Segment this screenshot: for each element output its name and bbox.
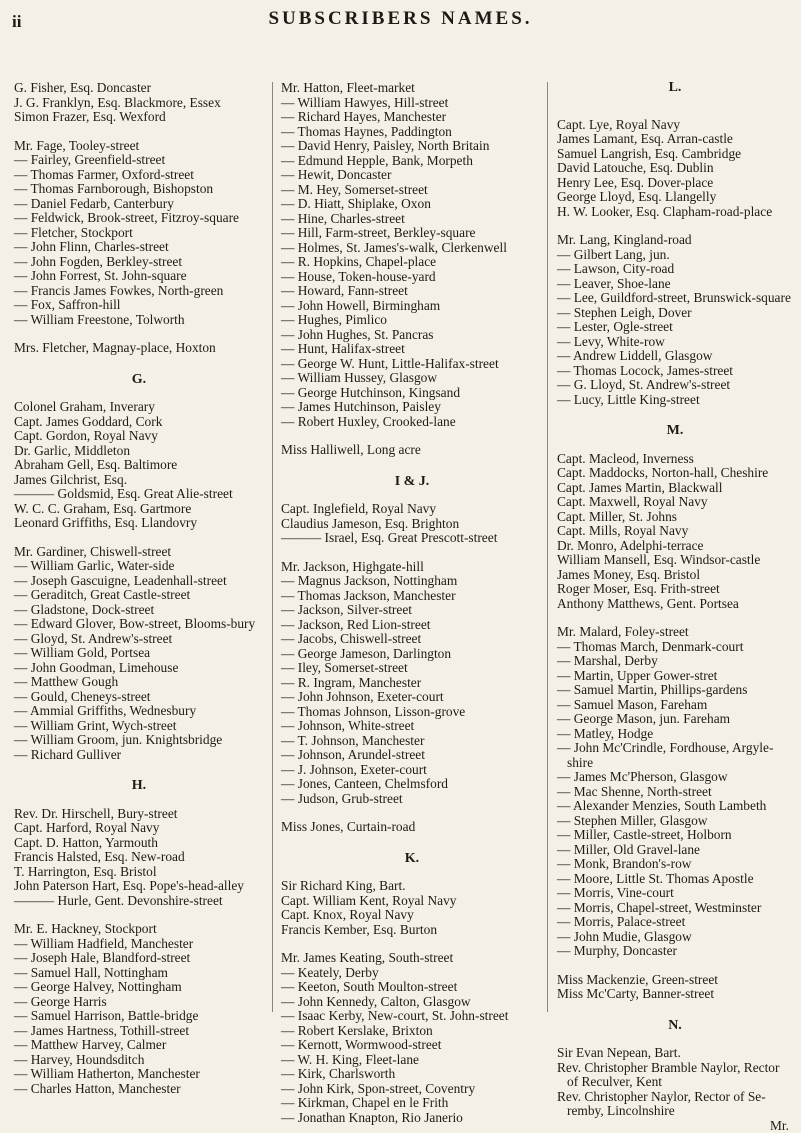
subscriber-entry: — William Groom, jun. Knightsbridge <box>14 733 264 748</box>
subscriber-entry: — George Hutchinson, Kingsand <box>281 386 543 401</box>
subscriber-entry: Capt. William Kent, Royal Navy <box>281 894 543 909</box>
subscriber-entry: — Hill, Farm-street, Berkley-square <box>281 226 543 241</box>
spacer <box>14 531 264 545</box>
subscriber-entry: — Judson, Grub-street <box>281 792 543 807</box>
subscriber-entry: Anthony Matthews, Gent. Portsea <box>557 597 793 612</box>
subscriber-entry: — William Hatherton, Manchester <box>14 1067 264 1082</box>
subscriber-entry: — Leaver, Shoe-lane <box>557 277 793 292</box>
subscriber-entry: — Howard, Fann-street <box>281 284 543 299</box>
subscriber-entry: Mr. James Keating, South-street <box>281 951 543 966</box>
spacer <box>281 546 543 560</box>
subscriber-entry: — Matthew Gough <box>14 675 264 690</box>
subscriber-entry: — Miller, Old Gravel-lane <box>557 843 793 858</box>
subscriber-entry: Mr. Fage, Tooley-street <box>14 139 264 154</box>
subscriber-entry: — Martin, Upper Gower-stret <box>557 669 793 684</box>
subscriber-entry: — Gilbert Lang, jun. <box>557 248 793 263</box>
subscriber-entry: Capt. D. Hatton, Yarmouth <box>14 836 264 851</box>
subscriber-entry: — Morris, Palace-street <box>557 915 793 930</box>
subscriber-entry: Miss Jones, Curtain-road <box>281 820 543 835</box>
subscriber-entry: — Geraditch, Great Castle-street <box>14 588 264 603</box>
spacer <box>281 806 543 820</box>
section-heading: M. <box>557 424 793 439</box>
subscriber-entry: Claudius Jameson, Esq. Brighton <box>281 517 543 532</box>
subscriber-entry: — Hunt, Halifax-street <box>281 342 543 357</box>
subscriber-entry: — Thomas Haynes, Paddington <box>281 125 543 140</box>
column-divider <box>547 82 548 1012</box>
subscriber-entry: George Lloyd, Esq. Llangelly <box>557 190 793 205</box>
subscriber-entry: — Monk, Brandon's-row <box>557 857 793 872</box>
subscriber-entry: — Fox, Saffron-hill <box>14 298 264 313</box>
subscriber-entry: — John Howell, Birmingham <box>281 299 543 314</box>
subscriber-entry: — Thomas Johnson, Lisson-grove <box>281 705 543 720</box>
subscriber-entry: — William Garlic, Water-side <box>14 559 264 574</box>
subscriber-entry: — Feldwick, Brook-street, Fitzroy-square <box>14 211 264 226</box>
subscriber-entry: — Kernott, Wormwood-street <box>281 1038 543 1053</box>
subscriber-entry: — Magnus Jackson, Nottingham <box>281 574 543 589</box>
section-heading: I & J. <box>281 475 543 490</box>
subscriber-entry: — House, Token-house-yard <box>281 270 543 285</box>
subscriber-entry: — Mac Shenne, North-street <box>557 785 793 800</box>
subscriber-entry: William Mansell, Esq. Windsor-castle <box>557 553 793 568</box>
subscriber-entry: Rev. Dr. Hirschell, Bury-street <box>14 807 264 822</box>
subscriber-entry: Capt. Inglefield, Royal Navy <box>281 502 543 517</box>
subscriber-entry: James Gilchrist, Esq. <box>14 473 264 488</box>
subscriber-entry: G. Fisher, Esq. Doncaster <box>14 81 264 96</box>
subscriber-entry: — Holmes, St. James's-walk, Clerkenwell <box>281 241 543 256</box>
subscriber-entry: — Matthew Harvey, Calmer <box>14 1038 264 1053</box>
subscriber-entry: — John Mudie, Glasgow <box>557 930 793 945</box>
spacer <box>281 937 543 951</box>
subscriber-entry: Abraham Gell, Esq. Baltimore <box>14 458 264 473</box>
spacer <box>281 429 543 443</box>
subscriber-entry: W. C. C. Graham, Esq. Gartmore <box>14 502 264 517</box>
subscriber-entry: — Jackson, Silver-street <box>281 603 543 618</box>
subscriber-entry: — Kirk, Charlsworth <box>281 1067 543 1082</box>
section-heading: K. <box>281 852 543 867</box>
subscriber-entry: — John Kirk, Spon-street, Coventry <box>281 1082 543 1097</box>
subscriber-entry: Mr. E. Hackney, Stockport <box>14 922 264 937</box>
subscriber-entry: Leonard Griffiths, Esq. Llandovry <box>14 516 264 531</box>
subscriber-entry: Sir Evan Nepean, Bart. <box>557 1046 793 1061</box>
subscriber-entry: Sir Richard King, Bart. <box>281 879 543 894</box>
section-heading: H. <box>14 779 264 794</box>
subscriber-entry: — Keeton, South Moulton-street <box>281 980 543 995</box>
subscriber-entry: Mr. Gardiner, Chiswell-street <box>14 545 264 560</box>
subscriber-entry: — J. Johnson, Exeter-court <box>281 763 543 778</box>
section-heading: N. <box>557 1019 793 1034</box>
subscriber-entry: — Lee, Guildford-street, Brunswick-square <box>557 291 793 306</box>
subscriber-entry: Mr. Hatton, Fleet-market <box>281 81 543 96</box>
subscriber-entry: — Matley, Hodge <box>557 727 793 742</box>
subscriber-entry: Mr. Lang, Kingland-road <box>557 233 793 248</box>
subscriber-entry: Roger Moser, Esq. Frith-street <box>557 582 793 597</box>
subscriber-entry: — Morris, Chapel-street, Westminster <box>557 901 793 916</box>
subscriber-entry: Miss Mc'Carty, Banner-street <box>557 987 793 1002</box>
spacer <box>557 611 793 625</box>
subscriber-entry: Miss Mackenzie, Green-street <box>557 973 793 988</box>
subscriber-entry: — Richard Hayes, Manchester <box>281 110 543 125</box>
subscriber-entry: — Gould, Cheneys-street <box>14 690 264 705</box>
subscriber-entry: — John Forrest, St. John-square <box>14 269 264 284</box>
subscriber-entry: — Samuel Hall, Nottingham <box>14 966 264 981</box>
subscriber-entry: — John Flinn, Charles-street <box>14 240 264 255</box>
subscriber-entry: Capt. James Martin, Blackwall <box>557 481 793 496</box>
subscriber-entry: Francis Halsted, Esq. New-road <box>14 850 264 865</box>
subscriber-entry: — Andrew Liddell, Glasgow <box>557 349 793 364</box>
subscriber-entry: James Lamant, Esq. Arran-castle <box>557 132 793 147</box>
subscriber-entry: — Edward Glover, Bow-street, Blooms-bury <box>14 617 264 632</box>
column-2 <box>281 81 543 1125</box>
subscriber-entry: Colonel Graham, Inverary <box>14 400 264 415</box>
subscriber-entry: — John Kennedy, Calton, Glasgow <box>281 995 543 1010</box>
subscriber-entry: Samuel Langrish, Esq. Cambridge <box>557 147 793 162</box>
subscriber-entry: — Johnson, White-street <box>281 719 543 734</box>
subscriber-entry: — M. Hey, Somerset-street <box>281 183 543 198</box>
subscriber-entry: — Johnson, Arundel-street <box>281 748 543 763</box>
subscriber-entry: — Morris, Vine-court <box>557 886 793 901</box>
subscriber-entry: — John Johnson, Exeter-court <box>281 690 543 705</box>
subscriber-entry: — George Harris <box>14 995 264 1010</box>
subscriber-entry: — Alexander Menzies, South Lambeth <box>557 799 793 814</box>
subscriber-entry: Capt. Lye, Royal Navy <box>557 118 793 133</box>
subscriber-entry: — D. Hiatt, Shiplake, Oxon <box>281 197 543 212</box>
subscriber-entry: — Thomas Farnborough, Bishopston <box>14 182 264 197</box>
spacer <box>14 125 264 139</box>
subscriber-entry: — William Hadfield, Manchester <box>14 937 264 952</box>
subscriber-entry: Capt. James Goddard, Cork <box>14 415 264 430</box>
subscriber-entry: — Samuel Martin, Phillips-gardens <box>557 683 793 698</box>
subscriber-entry: — R. Ingram, Manchester <box>281 676 543 691</box>
subscriber-entry: — Thomas Jackson, Manchester <box>281 589 543 604</box>
spacer <box>557 219 793 233</box>
spacer <box>557 959 793 973</box>
subscriber-entry: — Hine, Charles-street <box>281 212 543 227</box>
subscriber-entry: Mr. Jackson, Highgate-hill <box>281 560 543 575</box>
subscriber-entry: David Latouche, Esq. Dublin <box>557 161 793 176</box>
column-1 <box>14 81 264 1096</box>
subscriber-entry: — Jonathan Knapton, Rio Janerio <box>281 1111 543 1126</box>
subscriber-entry: — George Mason, jun. Fareham <box>557 712 793 727</box>
subscriber-entry: — Stephen Miller, Glasgow <box>557 814 793 829</box>
subscriber-entry: — Jones, Canteen, Chelmsford <box>281 777 543 792</box>
subscriber-entry: Miss Halliwell, Long acre <box>281 443 543 458</box>
subscriber-entry: — William Hawyes, Hill-street <box>281 96 543 111</box>
subscriber-entry: — Robert Kerslake, Brixton <box>281 1024 543 1039</box>
section-heading: L. <box>557 81 793 96</box>
subscriber-entry: — Miller, Castle-street, Holborn <box>557 828 793 843</box>
subscriber-entry: — G. Lloyd, St. Andrew's-street <box>557 378 793 393</box>
subscriber-entry: — Samuel Mason, Fareham <box>557 698 793 713</box>
subscriber-entry: John Paterson Hart, Esq. Pope's-head-alley <box>14 879 264 894</box>
subscriber-entry: — Thomas Locock, James-street <box>557 364 793 379</box>
subscriber-entry: Dr. Monro, Adelphi-terrace <box>557 539 793 554</box>
catchword: Mr. <box>557 1119 793 1133</box>
subscriber-entry: — William Hussey, Glasgow <box>281 371 543 386</box>
subscriber-entry: H. W. Looker, Esq. Clapham-road-place <box>557 205 793 220</box>
subscriber-entry: — Hewit, Doncaster <box>281 168 543 183</box>
subscriber-entry: — William Grint, Wych-street <box>14 719 264 734</box>
subscriber-entry: — Levy, White-row <box>557 335 793 350</box>
subscriber-entry: — William Gold, Portsea <box>14 646 264 661</box>
subscriber-entry: — Samuel Harrison, Battle-bridge <box>14 1009 264 1024</box>
subscriber-entry: — William Freestone, Tolworth <box>14 313 264 328</box>
subscriber-entry: Henry Lee, Esq. Dover-place <box>557 176 793 191</box>
subscriber-entry: — Murphy, Doncaster <box>557 944 793 959</box>
subscriber-entry: — George Halvey, Nottingham <box>14 980 264 995</box>
subscriber-entry: — W. H. King, Fleet-lane <box>281 1053 543 1068</box>
subscriber-entry: — Robert Huxley, Crooked-lane <box>281 415 543 430</box>
subscriber-entry: — Kirkman, Chapel en le Frith <box>281 1096 543 1111</box>
subscriber-entry: — Gladstone, Dock-street <box>14 603 264 618</box>
subscriber-entry: — John Goodman, Limehouse <box>14 661 264 676</box>
subscriber-entry: — Jackson, Red Lion-street <box>281 618 543 633</box>
spacer <box>14 908 264 922</box>
subscriber-entry: — Thomas March, Denmark-court <box>557 640 793 655</box>
section-heading: G. <box>14 373 264 388</box>
subscriber-entry: — Joseph Hale, Blandford-street <box>14 951 264 966</box>
subscriber-entry: — Hughes, Pimlico <box>281 313 543 328</box>
page-header <box>0 8 801 36</box>
subscriber-entry: — Lucy, Little King-street <box>557 393 793 408</box>
subscriber-entry: — Iley, Somerset-street <box>281 661 543 676</box>
subscriber-entry: ——— Israel, Esq. Great Prescott-street <box>281 531 543 546</box>
subscriber-entry: Rev. Christopher Bramble Naylor, Rector of Reculver, Kent <box>557 1061 793 1090</box>
subscriber-entry: Simon Frazer, Esq. Wexford <box>14 110 264 125</box>
subscriber-entry: Mrs. Fletcher, Magnay-place, Hoxton <box>14 341 264 356</box>
subscriber-entry: — Thomas Farmer, Oxford-street <box>14 168 264 183</box>
subscriber-entry: ——— Hurle, Gent. Devonshire-street <box>14 894 264 909</box>
subscriber-entry: — Gloyd, St. Andrew's-street <box>14 632 264 647</box>
subscriber-entry: — Keately, Derby <box>281 966 543 981</box>
subscriber-entry: — John Mc'Crindle, Fordhouse, Argyle-shire <box>557 741 793 770</box>
subscriber-entry: Capt. Mills, Royal Navy <box>557 524 793 539</box>
subscriber-entry: Capt. Macleod, Inverness <box>557 452 793 467</box>
subscriber-entry: — George W. Hunt, Little-Halifax-street <box>281 357 543 372</box>
spacer <box>14 327 264 341</box>
subscriber-entry: — Isaac Kerby, New-court, St. John-street <box>281 1009 543 1024</box>
column-divider <box>272 82 273 1012</box>
subscriber-entry: — Ammial Griffiths, Wednesbury <box>14 704 264 719</box>
subscriber-entry: — Joseph Gascuigne, Leadenhall-street <box>14 574 264 589</box>
subscriber-entry: James Money, Esq. Bristol <box>557 568 793 583</box>
subscriber-entry: — Fairley, Greenfield-street <box>14 153 264 168</box>
subscriber-entry: — Lester, Ogle-street <box>557 320 793 335</box>
subscriber-entry: ——— Goldsmid, Esq. Great Alie-street <box>14 487 264 502</box>
subscriber-entry: — Francis James Fowkes, North-green <box>14 284 264 299</box>
subscriber-entry: Capt. Harford, Royal Navy <box>14 821 264 836</box>
subscriber-entry: — David Henry, Paisley, North Britain <box>281 139 543 154</box>
subscriber-entry: — Moore, Little St. Thomas Apostle <box>557 872 793 887</box>
subscriber-entry: Capt. Maddocks, Norton-hall, Cheshire <box>557 466 793 481</box>
subscriber-entry: — James Mc'Pherson, Glasgow <box>557 770 793 785</box>
subscriber-entry: — Stephen Leigh, Dover <box>557 306 793 321</box>
subscriber-entry: — John Hughes, St. Pancras <box>281 328 543 343</box>
subscriber-entry: — Edmund Hepple, Bank, Morpeth <box>281 154 543 169</box>
subscriber-entry: Dr. Garlic, Middleton <box>14 444 264 459</box>
subscriber-entry: — T. Johnson, Manchester <box>281 734 543 749</box>
subscriber-entry: — James Hutchinson, Paisley <box>281 400 543 415</box>
running-head: SUBSCRIBERS NAMES. <box>0 8 801 30</box>
subscriber-entry: — Daniel Fedarb, Canterbury <box>14 197 264 212</box>
subscriber-entry: — George Jameson, Darlington <box>281 647 543 662</box>
subscriber-entry: Capt. Gordon, Royal Navy <box>14 429 264 444</box>
subscriber-entry: — Harvey, Houndsditch <box>14 1053 264 1068</box>
subscriber-entry: — John Fogden, Berkley-street <box>14 255 264 270</box>
subscriber-entry: Capt. Maxwell, Royal Navy <box>557 495 793 510</box>
subscriber-entry: Francis Kember, Esq. Burton <box>281 923 543 938</box>
subscriber-entry: J. G. Franklyn, Esq. Blackmore, Essex <box>14 96 264 111</box>
subscriber-entry: Capt. Miller, St. Johns <box>557 510 793 525</box>
subscriber-entry: — Fletcher, Stockport <box>14 226 264 241</box>
subscriber-entry: — Lawson, City-road <box>557 262 793 277</box>
subscriber-entry: T. Harrington, Esq. Bristol <box>14 865 264 880</box>
subscriber-entry: — James Hartness, Tothill-street <box>14 1024 264 1039</box>
subscriber-entry: — Marshal, Derby <box>557 654 793 669</box>
subscriber-entry: — Charles Hatton, Manchester <box>14 1082 264 1097</box>
subscriber-entry: — R. Hopkins, Chapel-place <box>281 255 543 270</box>
subscriber-entry: — Richard Gulliver <box>14 748 264 763</box>
page-number: ii <box>12 12 21 32</box>
subscriber-entry: Rev. Christopher Naylor, Rector of Se-remby, Lincolnshire <box>557 1090 793 1119</box>
subscriber-entry: Capt. Knox, Royal Navy <box>281 908 543 923</box>
subscriber-entry: Mr. Malard, Foley-street <box>557 625 793 640</box>
column-3 <box>557 81 793 1133</box>
subscriber-entry: — Jacobs, Chiswell-street <box>281 632 543 647</box>
